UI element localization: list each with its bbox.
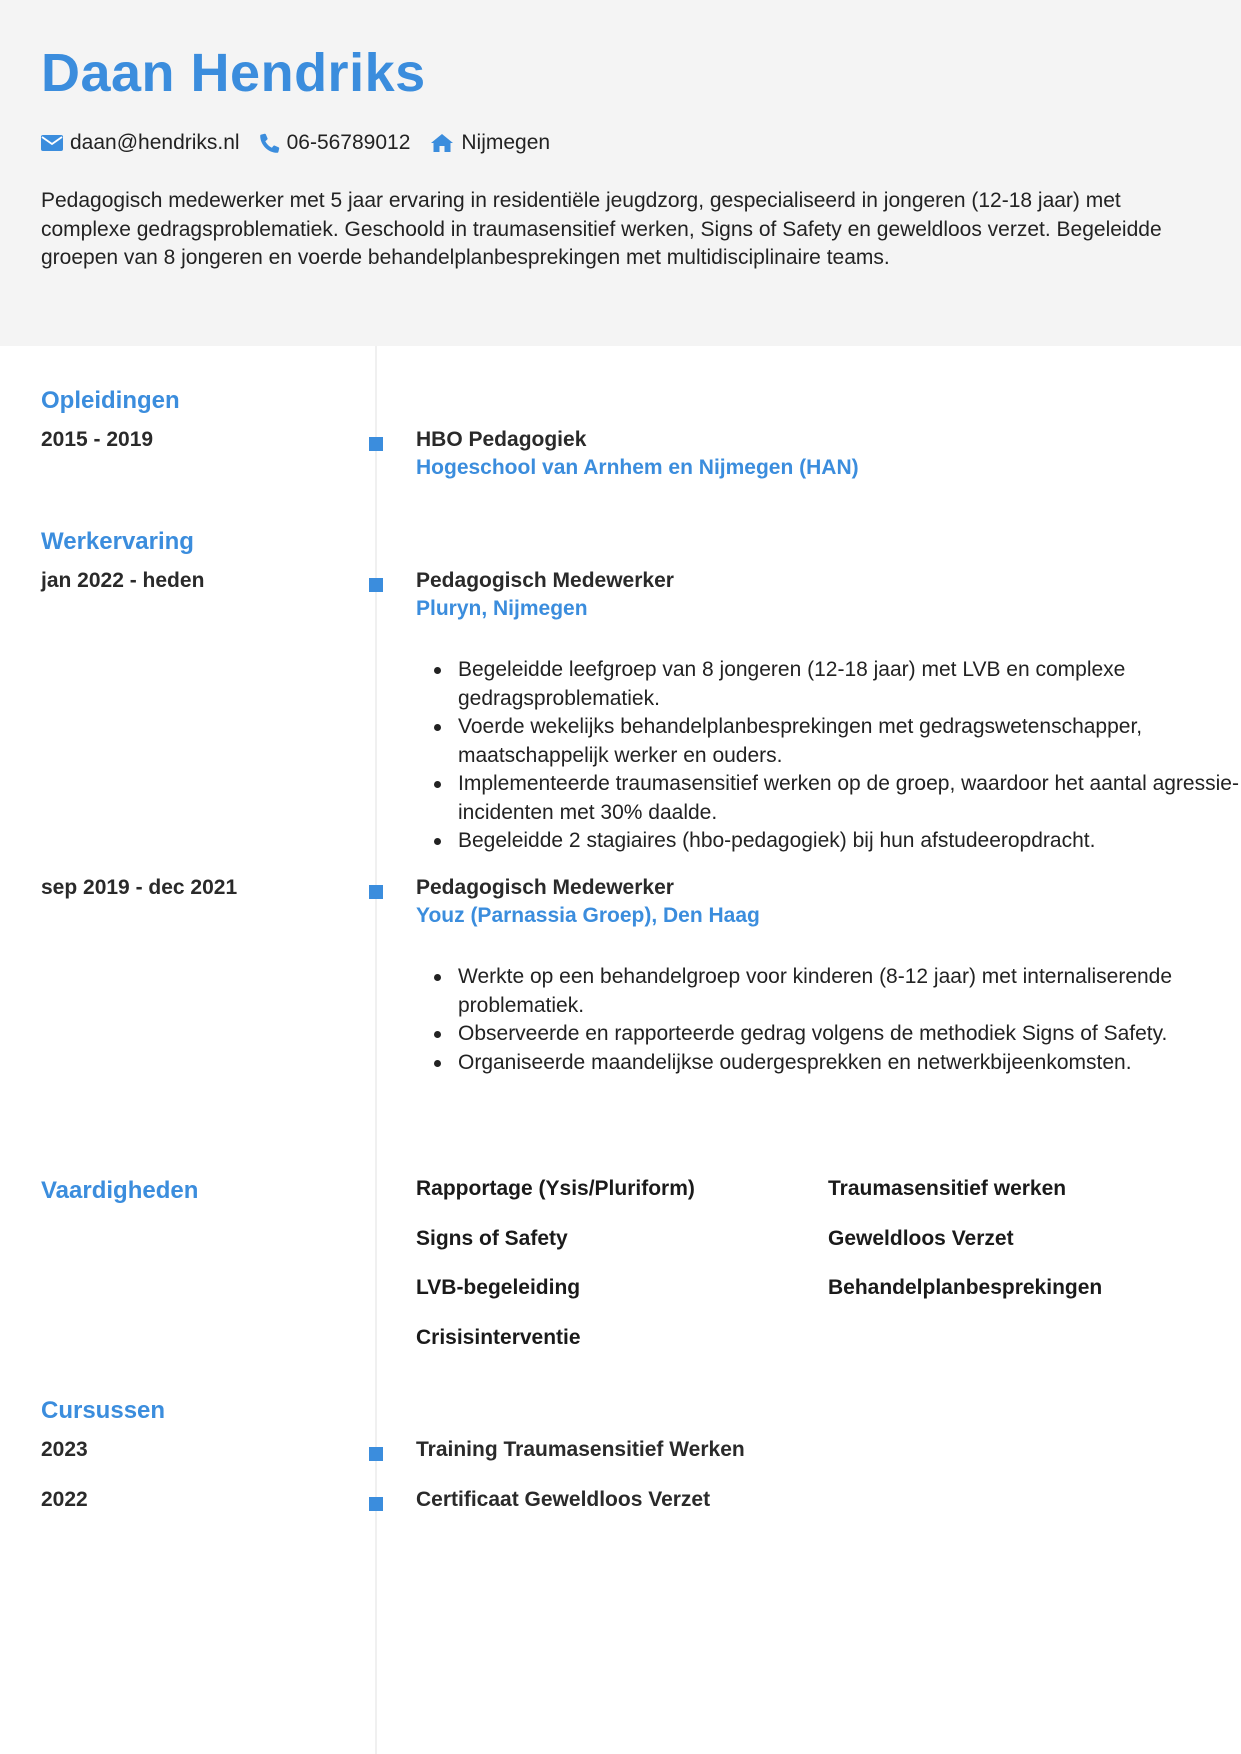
list-item: Begeleidde 2 stagiaires (hbo-pedagogiek) bij hun afstudeeropdracht. (458, 827, 1241, 856)
profile-summary: Pedagogisch medewerker met 5 jaar ervaring in residentiële jeugdzorg, gespecialiseerd in jongeren (12-18 jaar) met complexe gedragsproblematiek. Geschoold in traumasensitief werken, Signs of Safety en geweldloos verzet. Begeleidde groepen van 8 jongeren en voerde behandelplanbesprekingen met multidisciplinaire teams. (41, 189, 1162, 269)
section-title-education: Opleidingen (41, 387, 180, 414)
contact-location (430, 131, 550, 155)
job-employer: Pluryn, Nijmegen (416, 597, 588, 620)
phone-icon (260, 133, 280, 153)
skill-item: Rapportage (Ysis/Pluriform) (416, 1177, 695, 1200)
list-item: Begeleidde leefgroep van 8 jongeren (12-18 jaar) met LVB en complexe gedragsproblematiek. (458, 656, 1241, 713)
job-title: Pedagogisch Medewerker (416, 876, 674, 899)
job-employer: Youz (Parnassia Groep), Den Haag (416, 904, 760, 927)
skill-item: LVB-begeleiding (416, 1276, 581, 1299)
section-title-skills: Vaardigheden (41, 1177, 199, 1204)
list-item: Werkte op een behandelgroep voor kinderen (8-12 jaar) met internaliserende problematiek. (458, 963, 1241, 1020)
timeline-marker (369, 437, 383, 451)
envelope-icon (41, 135, 63, 151)
header-band (0, 0, 1241, 346)
section-title-courses: Cursussen (41, 1397, 166, 1424)
skill-item: Crisisinterventie (416, 1326, 581, 1349)
list-item: Organiseerde maandelijkse oudergesprekken en netwerkbijeenkomsten. (458, 1049, 1241, 1078)
timeline-divider (375, 346, 377, 1754)
timeline-marker (369, 578, 383, 592)
job-title: Pedagogisch Medewerker (416, 569, 674, 592)
list-item: Implementeerde traumasensitief werken op de groep, waardoor het aantal agressie-incidenten met 30% daalde. (458, 770, 1241, 827)
phone-text: 06-56789012 (286, 131, 411, 154)
education-institution: Hogeschool van Arnhem en Nijmegen (HAN) (416, 456, 859, 479)
timeline-marker (369, 1447, 383, 1461)
contact-email[interactable] (41, 131, 240, 155)
email-text: daan@hendriks.nl (70, 131, 240, 154)
job-bullet-list (416, 963, 1241, 1077)
section-title-experience: Werkervaring (41, 528, 194, 555)
list-item: Voerde wekelijks behandelplanbesprekingen met gedragswetenschapper, maatschappelijk werker en ouders. (458, 713, 1241, 770)
skill-item: Traumasensitief werken (828, 1177, 1067, 1200)
job-date: sep 2019 - dec 2021 (41, 876, 238, 899)
education-degree: HBO Pedagogiek (416, 428, 587, 451)
list-item: Observeerde en rapporteerde gedrag volgens de methodiek Signs of Safety. (458, 1020, 1241, 1049)
contact-phone[interactable] (260, 131, 411, 155)
home-icon (430, 133, 454, 153)
location-text: Nijmegen (461, 131, 551, 154)
skill-item: Behandelplanbesprekingen (828, 1276, 1103, 1299)
course-date: 2023 (41, 1438, 88, 1461)
job-date: jan 2022 - heden (41, 569, 205, 592)
skill-item: Geweldloos Verzet (828, 1227, 1014, 1250)
contact-bar (41, 128, 570, 158)
job-bullet-list (416, 656, 1241, 856)
timeline-marker (369, 885, 383, 899)
course-date: 2022 (41, 1488, 88, 1511)
skill-item: Signs of Safety (416, 1227, 568, 1250)
timeline-marker (369, 1497, 383, 1511)
course-title: Certificaat Geweldloos Verzet (416, 1488, 711, 1511)
course-title: Training Traumasensitief Werken (416, 1438, 745, 1461)
candidate-name: Daan Hendriks (41, 43, 426, 103)
education-date: 2015 - 2019 (41, 428, 154, 451)
